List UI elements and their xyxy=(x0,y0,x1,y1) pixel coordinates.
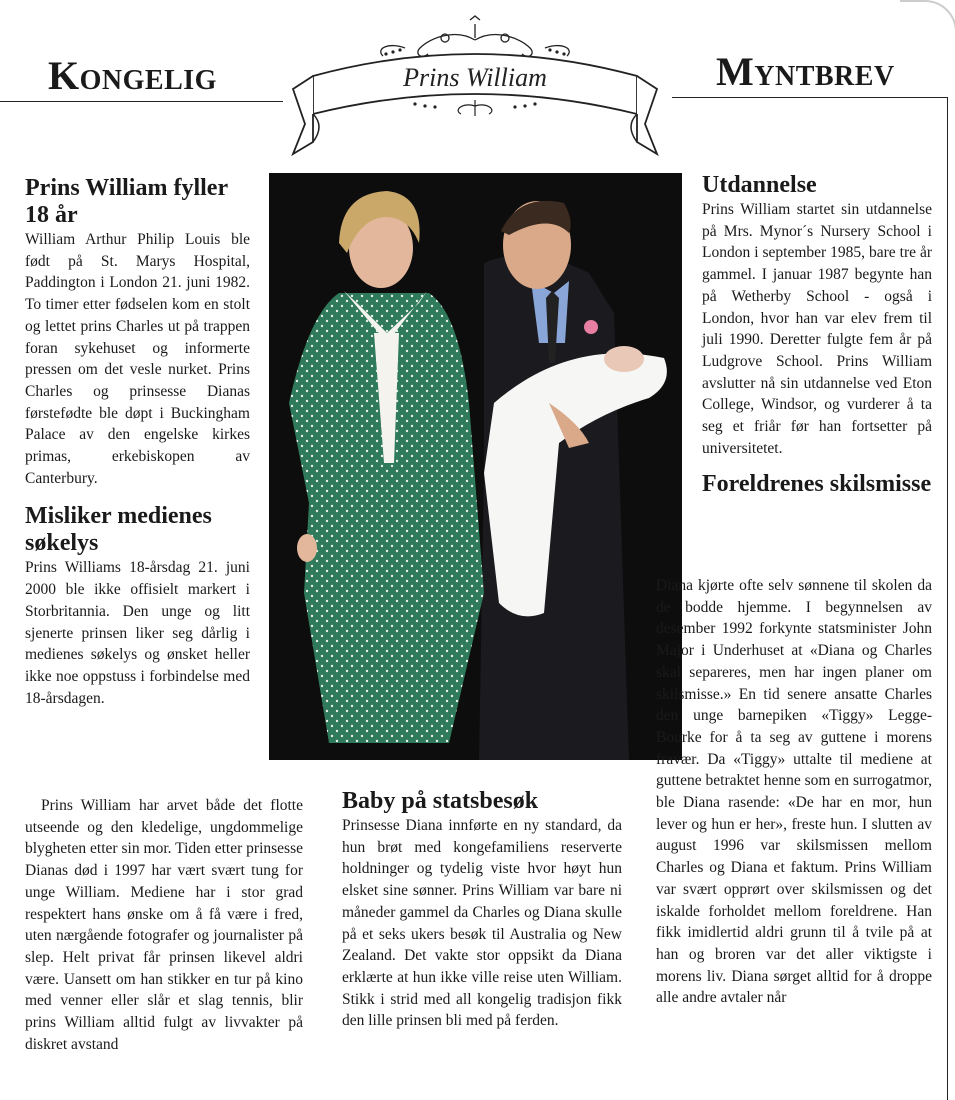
royal-photo xyxy=(269,173,682,760)
column-left-bottom xyxy=(25,795,303,1055)
ornament-top xyxy=(381,16,569,56)
header-rule-right xyxy=(672,97,948,98)
column-left xyxy=(25,175,250,709)
page-corner xyxy=(900,0,955,32)
heading-birth: Prins William fyller 18 år xyxy=(25,175,228,228)
column-middle xyxy=(342,788,622,1032)
heading-education: Utdannelse xyxy=(702,172,817,198)
body-baby: Prinsesse Diana innførte en ny standard, da hun brøt med kongefamiliens reserverte holdninger og tydelig viste hvor høyt hun elsket sine sønner. Prins William var bare ni måneder gammel da Charles og Diana skulle på et seks ukers besøk til Australia og New Zealand. Det vakte stor oppsikt da Diana erklærte at hun ikke ville reise uten William. Stikk i strid med all kongelig tradisjon fikk den lille prinsen bli med på ferden. xyxy=(342,817,622,1030)
body-media-p1: Prins Williams 18-årsdag 21. juni 2000 ble ikke offisielt markert i Storbritannia. Den unge og litt sjenerte prinsen liker seg dårlig i medienes søkelys og ønsket heller ikke noe oppstuss i forbindelse med 18-årsdagen. xyxy=(25,559,250,707)
ribbon-banner xyxy=(285,14,665,164)
body-media-p2: Prins William har arvet både det flotte utseende og den kledelige, ungdommelige blygheten etter sin mor. Tiden etter prinsesse Dianas død i 1997 har vært svært tung for unge William. Mediene har i stor grad respektert hans ønske om å få være i fred, uten nærgående fotografer og journalister på slep. Helt privat får prinsen likevel aldri være. Uansett om han stikker en tur på kino med venner eller slår et slag tennis, blir prins William alltid fulgt av livvakter på diskret avstand xyxy=(25,797,303,1053)
header-rule-left xyxy=(0,101,283,102)
body-divorce: Diana kjørte ofte selv sønnene til skolen da de bodde hjemme. I begynnelsen av desember 1992 forkynte statsminister John Major i Underhuset at «Diana og Charles skal separeres, men har ingen planer om skilsmisse.» En tid senere ansatte Charles den unge barnepiken «Tiggy» Legge-Bourke for å ta seg av guttene i morens fravær. Da «Tiggy» uttalte til mediene at guttene betraktet henne som en surrogatmor, ble Diana rasende: «De har en mor, hun lever og hun er her», freste hun. I slutten av august 1996 var skilsmissen mellom Charles og Diana et faktum. Prins William var svært opprørt over skilsmissen og det iskalde forholdet mellom foreldrene. Han fikk imidlertid aldri grunn til å tvile på at han og broren var det aller viktigste i morens liv. Diana sørget alltid for å droppe alle andre avtaler når xyxy=(656,577,932,1007)
heading-media: Misliker medienes søkelys xyxy=(25,503,212,557)
column-right-bottom xyxy=(656,575,932,1009)
column-right xyxy=(702,172,932,498)
banner-text: Prins William xyxy=(403,63,547,92)
heading-baby: Baby på statsbesøk xyxy=(342,788,539,814)
photo-illustration xyxy=(269,173,682,760)
page-border-right xyxy=(947,97,948,1100)
brand-title-left: Kongelig xyxy=(48,53,217,98)
body-birth: William Arthur Philip Louis ble født på St. Marys Hospital, Paddington i London 21. juni 1982. To timer etter fødselen kom en stolt og lettet prins Charles ut på trappen foran sykehuset og informerte pressen om det vesle nurket. Prins Charles og prinsesse Dianas førstefødte ble døpt i Buckingham Palace av den engelske kirkes primas, erkebiskopen av Canterbury. xyxy=(25,231,250,487)
heading-divorce: Foreldrenes skilsmisse xyxy=(702,471,932,498)
brand-title-right: Myntbrev xyxy=(716,49,895,94)
body-education: Prins William startet sin utdannelse på Mrs. Mynor´s Nursery School i London i september 1985, bare tre år gammel. I januar 1987 begynte han på Wetherby School - også i London, hvor han var elev frem til juli 1990. Deretter fulgte fem år på Ludgrove School. Prins William avslutter nå sin utdannelse ved Eton College, Windsor, og vurderer å ta seg et friår før han fortsetter på universitetet. xyxy=(702,201,932,457)
ornament-bottom xyxy=(458,100,492,116)
